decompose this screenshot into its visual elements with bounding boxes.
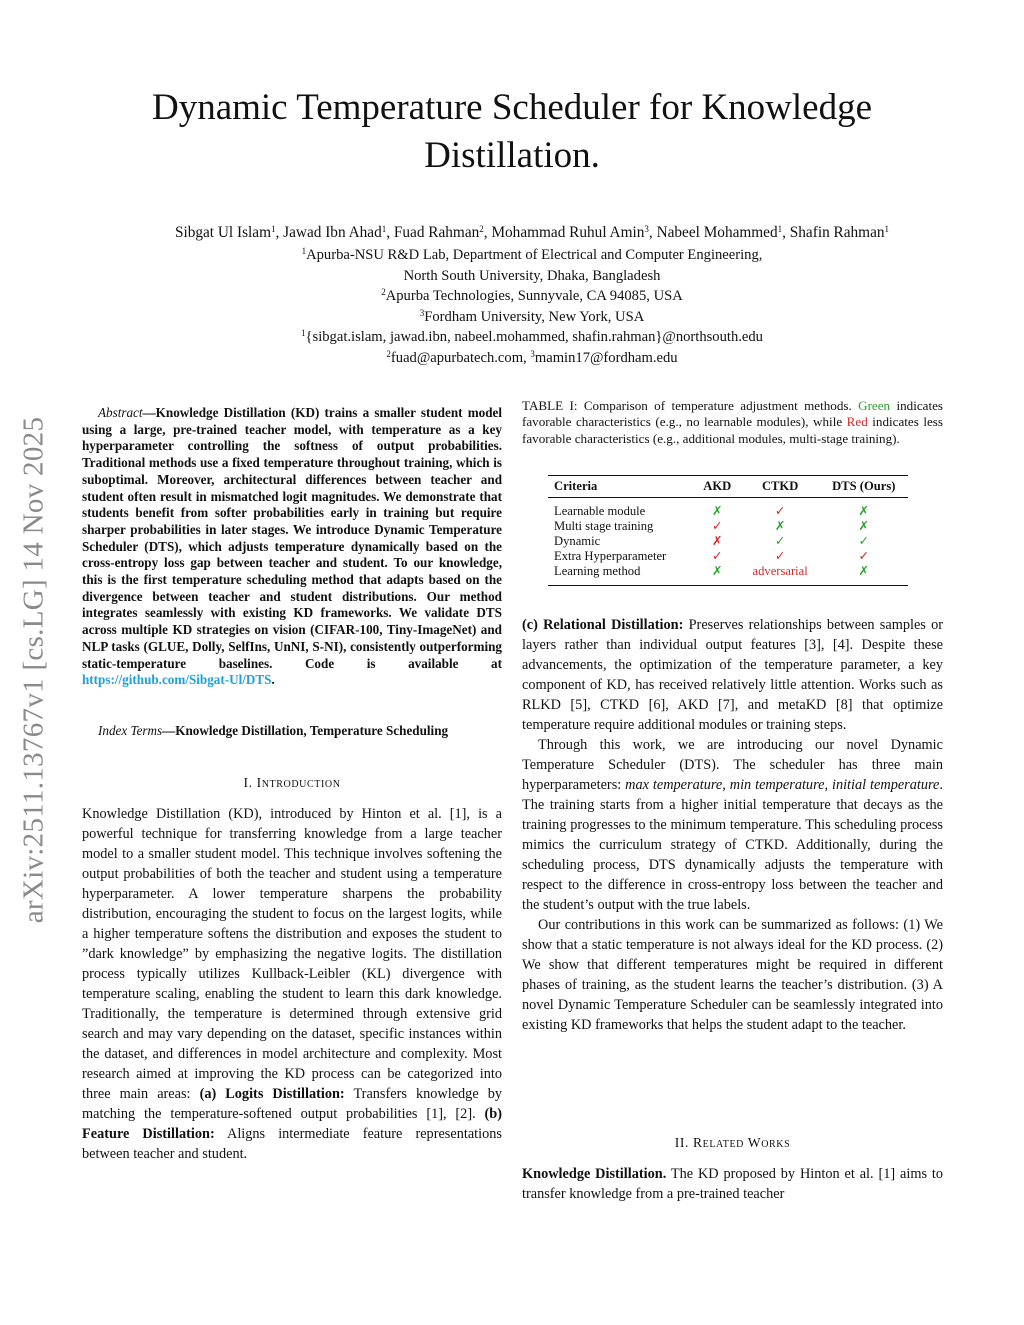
caption-green-word: Green <box>858 398 891 413</box>
email-text: mamin17@fordham.edu <box>534 350 678 366</box>
table-row <box>548 504 908 519</box>
comparison-table-wrap <box>548 475 908 586</box>
table-row <box>548 549 908 564</box>
table-cell-c: Learnable module <box>554 503 646 518</box>
author-sup: 2 <box>479 224 484 234</box>
table-cell-akd: ✓ <box>711 548 723 563</box>
author-sep: , <box>483 224 492 241</box>
intro-text: Knowledge Distillation (KD), introduced by Hinton et al. [1], is a powerful technique for transferring knowledge from a large teacher model to a smaller student model. This technique involves softening the output probabilities of both the teacher and student using a temperature hyperparameter. A lower temperature sharpens the probability distribution, encouraging the student to focus on the largest logits, while a higher temperature softens the distribution and exposes the student to ”dark knowledge” by emphasizing the negative logits. The distillation process typically utilizes Kullback-Leibler (KL) divergence with temperature scaling, enabling the student to learn this dark knowledge. Traditionally, the temperature is determined through extensive grid search and may vary depending on the dataset, specific instances within the dataset, and differences in model architecture and complexity. Most research aimed at improving the KD process can be categorized into three main areas: <box>82 806 502 1102</box>
table-row <box>548 564 908 586</box>
caption-red-word: Red <box>846 414 868 430</box>
table-cell-c: Extra Hyperparameter <box>554 548 667 563</box>
author-list <box>40 222 1024 244</box>
table-cell-akd: ✗ <box>711 503 723 518</box>
author-sup: 1 <box>777 224 783 234</box>
author-sep: , <box>275 224 284 241</box>
affiliation-3 <box>40 307 1024 328</box>
table-header-row <box>548 476 908 498</box>
aff-sup: 2 <box>386 349 391 359</box>
table-cell-dts: ✗ <box>858 563 870 578</box>
email-text: {sibgat.islam, jawad.ibn, nabeel.mohammed, shafin.rahman}@northsouth.edu <box>305 329 763 345</box>
hyperparam-term: max temperature <box>625 777 723 793</box>
author-sep: , <box>648 224 657 241</box>
aff-sup: 1 <box>301 246 307 256</box>
table-cell-ctkd: ✓ <box>774 503 786 518</box>
affiliation-2 <box>40 286 1024 307</box>
col-header: AKD <box>703 479 732 493</box>
author-sep: , <box>386 224 394 241</box>
body-text: Preserves relationships between samples or layers rather than individual output features [3], [4]. Despite these advancements, the optimization of the temperature parameter, a key component of KD, has received relatively little attention. Works such as RLKD [5], CTKD [6], AKD [7], and metaKD [8] that optimize temperature require additional modules or training steps. <box>522 617 943 733</box>
section-heading-related-works: II. Related Works <box>674 1135 791 1150</box>
aff-sup: 3 <box>419 308 425 318</box>
author-sep: , <box>782 224 790 241</box>
table-cell-ctkd: adversarial <box>752 563 808 578</box>
table-cell-dts: ✗ <box>858 518 870 533</box>
table-cell-dts: ✓ <box>858 533 870 548</box>
arxiv-id: arXiv:2511.13767v1 [cs.LG] 14 Nov 2025 <box>17 416 50 924</box>
caption-text: indicates favorable characteristics (e.g., no learnable modules), while <box>522 398 943 430</box>
col-header: Criteria <box>554 479 598 493</box>
index-terms <box>82 723 502 740</box>
table-cell-ctkd: ✗ <box>774 518 786 533</box>
table-cell-c: Learning method <box>554 563 641 578</box>
relational-paragraph <box>522 615 943 735</box>
contributions-paragraph: Our contributions in this work can be summarized as follows: (1) We show that a static temperature is not always ideal for the KD process. (2) We show that different temperatures might be required in different phases of training, as the student learns the teacher’s distribution. (3) A novel Dynamic Temperature Scheduler can be seamlessly integrated into existing KD frameworks that helps the student adapt to the teacher. <box>522 917 943 1033</box>
email-line-1 <box>40 327 1024 348</box>
abstract-end: . <box>271 672 275 688</box>
table-cell-ctkd: ✓ <box>774 533 786 548</box>
abstract-text: —Knowledge Distillation (KD) trains a smaller student model using a large, pre-trained teacher model, with temperature as a key hyperparameter controlling the softness of output probabilities. Traditional methods use a fixed temperature throughout training, which is suboptimal. Moreover, architectural differences between teacher and student often result in mismatched logit magnitudes. We demonstrate that students benefit from softer probabilities early in training but require sharper probabilities in later stages. We introduce Dynamic Temperature Scheduler (DTS), which adjusts temperature dynamically based on the cross-entropy loss gap between teacher and student. To our knowledge, this is the first temperature scheduling method that adapts based on the divergence between teacher and student distributions. Our method integrates seamlessly with existing KD frameworks. We validate DTS across multiple KD strategies on vision (CIFAR-100, Tiny-ImageNet) and NLP tasks (GLUE, Dolly, SelfIns, UnNI, S-NI), consistently outperforming static-temperature baselines. Code is available at <box>82 405 502 671</box>
author: Fuad Rahman <box>393 224 480 241</box>
table-cell-ctkd: ✓ <box>774 548 786 563</box>
email-line-2 <box>40 348 1024 369</box>
kd-label: Knowledge Distillation. <box>522 1166 667 1182</box>
abstract <box>82 405 502 689</box>
index-terms-label: Index Terms <box>98 723 163 738</box>
arxiv-side-label <box>14 380 54 960</box>
author: Mohammad Ruhul Amin <box>491 224 645 241</box>
col-header: CTKD <box>761 479 799 493</box>
index-terms-text: —Knowledge Distillation, Temperature Scheduling <box>162 723 449 738</box>
aff-text: North South University, Dhaka, Bangladesh <box>403 267 661 284</box>
relational-distillation-label: (c) Relational Distillation: <box>522 617 684 633</box>
table-cell-dts: ✓ <box>858 548 870 563</box>
table-cell-c: Dynamic <box>554 533 601 548</box>
body-text: The KD proposed by Hinton et al. [1] aims to transfer knowledge from a pre-trained teacher <box>522 1166 943 1202</box>
right-column-body <box>522 615 943 1035</box>
author: Sibgat Ul Islam <box>174 224 271 241</box>
table-row <box>548 519 908 534</box>
author-sup: 1 <box>271 224 276 234</box>
body-text: , <box>824 777 832 793</box>
author-sup: 3 <box>644 224 649 234</box>
intro-paragraph <box>82 804 502 1164</box>
abstract-label: Abstract <box>98 405 143 420</box>
feature-distillation-label: (b) Feature Distillation: <box>82 1106 502 1142</box>
table-cell-dts: ✗ <box>858 503 870 518</box>
section-heading-introduction: I. Introduction <box>243 775 341 790</box>
table-caption <box>522 398 943 447</box>
title-line-1: Dynamic Temperature Scheduler for Knowledge <box>151 87 873 128</box>
aff-text: Fordham University, New York, USA <box>424 309 645 325</box>
related-works-body <box>522 1164 943 1204</box>
col-header: DTS (Ours) <box>832 479 896 493</box>
table-cell-akd: ✗ <box>711 533 723 548</box>
aff-text: Apurba Technologies, Sunnyvale, CA 94085, USA <box>385 288 683 304</box>
affiliation-1 <box>40 245 1024 287</box>
email-text: fuad@apurbatech.com, <box>390 350 531 366</box>
author-sup: 1 <box>381 224 387 234</box>
aff-sup: 2 <box>381 287 386 297</box>
aff-sup: 3 <box>530 349 535 359</box>
logits-distillation-label: (a) Logits Distillation: <box>199 1086 345 1102</box>
author: Jawad Ibn Ahad <box>283 224 382 241</box>
paper-title <box>60 84 964 180</box>
hyperparam-term: min temperature <box>729 777 825 793</box>
intro-text: Aligns intermediate feature representations between teacher and student. <box>82 1126 502 1162</box>
aff-sup: 1 <box>301 328 306 338</box>
author: Nabeel Mohammed <box>656 224 778 241</box>
body-text: Through this work, we are introducing our novel Dynamic Temperature Scheduler (DTS). The scheduler has three main hyperparameters: <box>522 737 943 793</box>
dts-paragraph <box>522 735 943 915</box>
intro-text: Transfers knowledge by matching the temperature-softened output probabilities [1], [2]. <box>82 1086 502 1122</box>
table-cell-akd: ✗ <box>711 563 723 578</box>
title-line-2: Distillation. <box>424 135 600 176</box>
author-sup: 1 <box>884 224 890 234</box>
author: Shafin Rahman <box>789 224 885 241</box>
table-body <box>548 498 908 586</box>
aff-text: Apurba-NSU R&D Lab, Department of Electrical and Computer Engineering, <box>306 247 763 263</box>
introduction-body <box>82 804 502 1164</box>
caption-text: TABLE I: Comparison of temperature adjustment methods. <box>522 398 859 413</box>
body-text: , <box>722 777 730 793</box>
table-row <box>548 534 908 549</box>
code-link[interactable]: https://github.com/Sibgat-Ul/DTS <box>82 672 272 688</box>
body-text: . The training starts from a higher initial temperature that decays as the training progresses to the minimum temperature. This scheduling process mimics the curriculum strategy of CTKD. Additionally, during the scheduling process, DTS dynamically adjusts the temperature with respect to the difference in cross-entropy loss between the teacher and the student’s output with the true labels. <box>522 777 943 913</box>
table-cell-akd: ✓ <box>711 518 723 533</box>
hyperparam-term: initial temperature <box>831 777 940 793</box>
caption-text: indicates less favorable characteristics (e.g., additional modules, multi-stage training). <box>522 414 943 446</box>
kd-paragraph <box>522 1164 943 1204</box>
comparison-table <box>548 475 908 586</box>
table-cell-c: Multi stage training <box>554 518 654 533</box>
